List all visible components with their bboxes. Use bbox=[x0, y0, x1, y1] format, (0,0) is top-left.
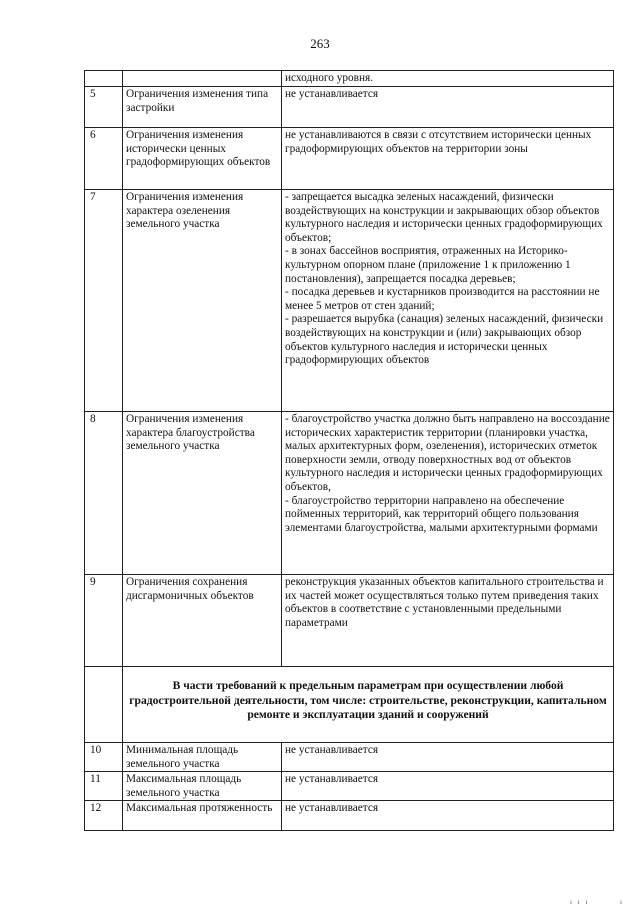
row-number: 8 bbox=[85, 412, 123, 575]
row-content bbox=[282, 772, 614, 801]
row-number: 5 bbox=[85, 87, 123, 128]
content-paragraph: не устанавливается bbox=[285, 88, 379, 100]
row-name: Ограничения сохранения дисгармоничных объектов bbox=[123, 575, 282, 667]
table-row bbox=[85, 412, 614, 575]
table-row bbox=[85, 190, 614, 412]
content-paragraph: не устанавливается bbox=[285, 773, 379, 786]
row-content bbox=[282, 87, 614, 128]
row-name: Максимальная площадь земельного участка bbox=[123, 772, 282, 801]
row-name: Ограничения изменения характера озеленения земельного участка bbox=[123, 190, 282, 412]
table-row bbox=[85, 801, 614, 831]
content-paragraph: не устанавливаются в связи с отсутствием исторически ценных градоформирующих объектов на территории зоны bbox=[285, 129, 592, 155]
table-row bbox=[85, 71, 614, 87]
row-content bbox=[282, 575, 614, 667]
content-paragraph: не устанавливается bbox=[285, 802, 379, 815]
content-paragraph: исходного уровня. bbox=[285, 72, 374, 84]
content-paragraph: не устанавливается bbox=[285, 744, 379, 756]
row-number: 6 bbox=[85, 128, 123, 190]
regulations-table bbox=[84, 70, 614, 831]
table-row bbox=[85, 772, 614, 801]
section-header: В части требований к предельным параметрам при осуществлении любой градостроительной деятельности, том числе: строительстве, реконструкции, капитальном ремонте и эксплуатации зданий и сооружений bbox=[123, 667, 614, 743]
page-number: 263 bbox=[310, 36, 330, 51]
table-row bbox=[85, 87, 614, 128]
header-empty-cell bbox=[85, 667, 123, 743]
row-name bbox=[123, 71, 282, 87]
margin-mark-right: ı bbox=[620, 898, 622, 906]
row-number: 11 bbox=[85, 772, 123, 801]
row-content bbox=[282, 801, 614, 831]
table-row bbox=[85, 743, 614, 772]
row-content bbox=[282, 190, 614, 412]
row-name: Ограничения изменения типа застройки bbox=[123, 87, 282, 128]
row-number: 9 bbox=[85, 575, 123, 667]
margin-marks: ı ı ı bbox=[570, 898, 590, 906]
content-paragraph: - разрешается вырубка (санация) зеленых насаждений, физически воздействующих на конструкции и (или) закрывающих обзор объектов культурного наследия и исторически ценных градоформирующих объектов bbox=[285, 313, 604, 367]
content-paragraph: - запрещается высадка зеленых насаждений, физически воздействующих на конструкции и закрывающих обзор объектов культурного наследия и исторически ценных градоформирующих объектов; bbox=[285, 191, 603, 244]
row-content bbox=[282, 128, 614, 190]
row-content bbox=[282, 412, 614, 575]
row-number bbox=[85, 71, 123, 87]
row-content bbox=[282, 71, 614, 87]
content-paragraph: - благоустройство участка должно быть направлено на воссоздание исторических характеристик территории (планировки участка, малых архитектурных форм, озеленения), исторических отметок поверхности земли, отводу поверхностных вод от объектов культурного наследия и исторически ценных градоформирующих объектов, bbox=[285, 413, 610, 493]
row-name: Максимальная протяженность bbox=[123, 801, 282, 831]
row-number: 7 bbox=[85, 190, 123, 412]
table-row bbox=[85, 575, 614, 667]
row-name: Ограничения изменения характера благоустройства земельного участка bbox=[123, 412, 282, 575]
content-paragraph: реконструкция указанных объектов капитального строительства и их частей может осуществляться только путем приведения таких объектов в соответствие с установленными предельными параметрами bbox=[285, 576, 604, 629]
row-name: Минимальная площадь земельного участка bbox=[123, 743, 282, 772]
row-name: Ограничения изменения исторически ценных градоформирующих объектов bbox=[123, 128, 282, 190]
row-content bbox=[282, 743, 614, 772]
row-number: 12 bbox=[85, 801, 123, 831]
table-row bbox=[85, 128, 614, 190]
content-paragraph: - благоустройство территории направлено на обеспечение пойменных территорий, как территорий общего пользования элементами благоустройства, малыми архитектурными формами bbox=[285, 494, 598, 534]
content-paragraph: - в зонах бассейнов восприятия, отраженных на Историко-культурном опорном плане (приложение 1 к приложению 1 постановления), запрещается посадка деревьев; bbox=[285, 245, 571, 285]
row-number: 10 bbox=[85, 743, 123, 772]
content-paragraph: - посадка деревьев и кустарников производится на расстоянии не менее 5 метров от стен зданий; bbox=[285, 286, 600, 312]
section-header-row bbox=[85, 667, 614, 743]
